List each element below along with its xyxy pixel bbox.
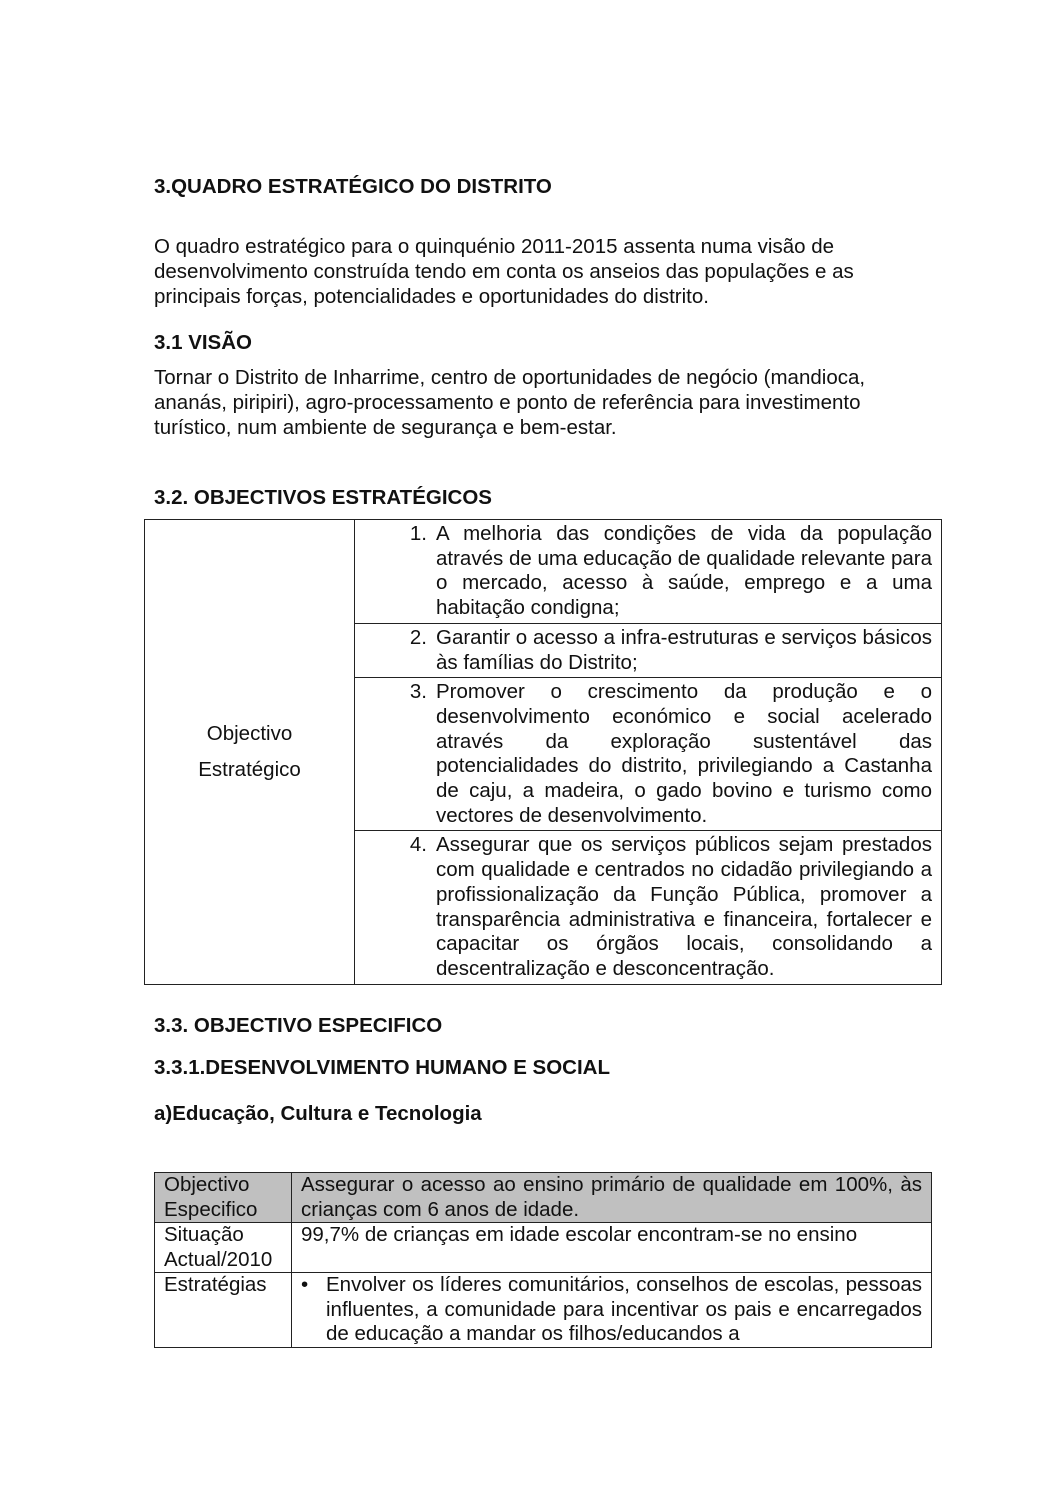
especifico-title: 3.3. OBJECTIVO ESPECIFICO — [154, 1014, 443, 1037]
row-label: Actual/2010 — [164, 1247, 273, 1271]
strategy-list — [301, 1273, 922, 1347]
item-text: Assegurar que os serviços públicos sejam prestados com qualidade e centrados no cidadão privilegiando a profissionalização da Função Pública, promover a transparência administrativa e financeira, fortalecer e capacitar os órgãos locais, consolidando a descentralização e desconcentração. — [436, 833, 932, 980]
objectivo-item — [355, 678, 941, 830]
visao-line: ananás, piripiri), agro-processamento e ponto de referência para investimento — [154, 391, 861, 414]
objectivos-table — [144, 519, 942, 985]
list-item-text: Envolver os líderes comunitários, conselhos de escolas, pessoas influentes, a comunidade para incentivar os pais e encarregados de educação a mandar os filhos/educandos a — [326, 1273, 922, 1345]
intro-paragraph — [154, 234, 932, 334]
item-text: A melhoria das condições de vida da população através de uma educação de qualidade relevante para o mercado, acesso à saúde, emprego e a uma habitação condigna; — [436, 522, 932, 620]
section-title: 3.QUADRO ESTRATÉGICO DO DISTRITO — [154, 175, 552, 198]
objectivo-item-cell — [355, 520, 942, 624]
intro-line: O quadro estratégico para o quinquénio 2011-2015 assenta numa visão de — [154, 235, 835, 258]
intro-line: principais forças, potencialidades e oportunidades do distrito. — [154, 285, 709, 308]
row-value: Assegurar o acesso ao ensino primário de qualidade em 100%, às crianças com 6 anos de idade. — [292, 1173, 932, 1223]
objectivo-especifico-table — [154, 1172, 932, 1348]
intro-line: desenvolvimento construída tendo em conta os anseios das populações e as — [154, 260, 854, 283]
item-number: 2. — [409, 625, 427, 649]
item-number: 4. — [409, 833, 427, 857]
item-text: Promover o crescimento da produção e o desenvolvimento económico e social acelerado através da exploração sustentável das potencialidades do distrito, privilegiando a Castanha de caju, a madeira, o gado bovino e turismo como vectores de desenvolvimento. — [436, 680, 932, 827]
objectivo-item-cell — [355, 623, 942, 677]
table-row — [155, 1273, 932, 1348]
objectivo-label: Objectivo — [206, 721, 293, 745]
especifico-subtitle: 3.3.1.DESENVOLVIMENTO HUMANO E SOCIAL — [154, 1056, 611, 1079]
row-label: Situação — [164, 1223, 244, 1246]
table-row — [155, 1173, 932, 1223]
visao-paragraph — [154, 365, 932, 465]
row-value: 99,7% de crianças em idade escolar encontram-se no ensino — [292, 1223, 932, 1273]
visao-line: turístico, num ambiente de segurança e bem-estar. — [154, 416, 617, 439]
row-label: Especifico — [164, 1197, 258, 1221]
item-text: Garantir o acesso a infra-estruturas e serviços básicos às famílias do Distrito; — [436, 625, 932, 674]
row-label: Estratégias — [155, 1273, 292, 1348]
item-number: 1. — [409, 522, 427, 545]
list-item — [301, 1273, 922, 1347]
objectivo-item-cell — [355, 831, 942, 984]
visao-title: 3.1 VISÃO — [154, 331, 252, 354]
objectivos-title: 3.2. OBJECTIVOS ESTRATÉGICOS — [154, 486, 492, 509]
bullet-icon: • — [301, 1273, 309, 1296]
row-label: Objectivo — [164, 1173, 250, 1196]
objectivo-label: Estratégico — [198, 757, 301, 781]
row-value-cell — [292, 1273, 932, 1348]
objectivo-item — [355, 624, 941, 677]
objectivo-item — [355, 831, 941, 983]
item-number: 3. — [409, 680, 427, 704]
row-label-cell — [155, 1173, 292, 1223]
objectivo-label-cell — [145, 520, 355, 985]
table-row — [155, 1223, 932, 1273]
objectivo-item — [355, 520, 941, 623]
visao-line: Tornar o Distrito de Inharrime, centro de oportunidades de negócio (mandioca, — [154, 366, 866, 389]
row-label-cell — [155, 1223, 292, 1273]
subsection-title: a)Educação, Cultura e Tecnologia — [154, 1102, 482, 1125]
objectivo-item-cell — [355, 678, 942, 831]
